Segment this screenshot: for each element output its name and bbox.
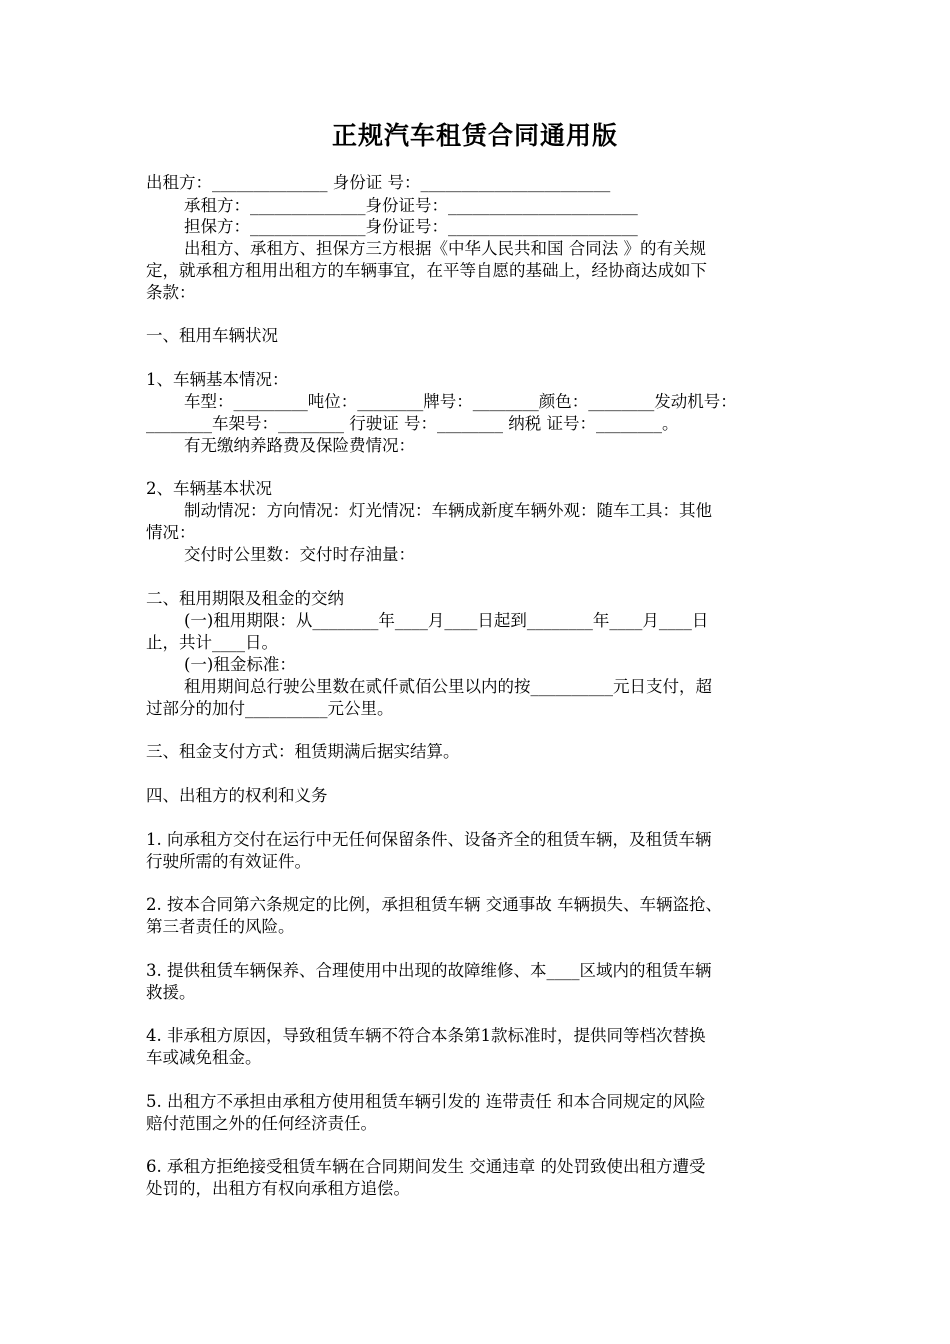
section-heading: 二、租用期限及租金的交纳: [146, 589, 344, 608]
rent-standard-line: 租用期间总行驶公里数在贰仟贰佰公里以内的按__________元日支付，超: [184, 677, 712, 696]
clause-line: 赔付范围之外的任何经济责任。: [146, 1114, 377, 1133]
clause-line: 4. 非承租方原因，导致租赁车辆不符合本条第1款标准时，提供同等档次替换: [146, 1026, 706, 1045]
clause-line: 5. 出租方不承担由承租方使用租赁车辆引发的 连带责任 和本合同规定的风险: [146, 1092, 706, 1111]
clause-line: 第三者责任的风险。: [146, 917, 295, 936]
vehicle-info-line: 有无缴纳养路费及保险费情况：: [184, 436, 415, 455]
rent-standard-line: (一)租金标准：: [184, 655, 296, 674]
clause-line: 6. 承租方拒绝接受租赁车辆在合同期间发生 交通违章 的处罚致使出租方遭受: [146, 1157, 706, 1176]
vehicle-status-line: 制动情况：方向情况：灯光情况：车辆成新度车辆外观：随车工具：其他: [184, 501, 712, 520]
vehicle-info-line: ________车架号：________ 行驶证 号：________ 纳税 证号：________。: [146, 414, 679, 433]
lease-term-line: (一)租用期限：从________年____月____日起到________年____月____日: [184, 611, 709, 630]
document-title: 正规汽车租赁合同通用版: [331, 121, 618, 150]
section-heading: 四、出租方的权利和义务: [146, 786, 328, 805]
preamble-line: 出租方、承租方、担保方三方根据《中华人民共和国 合同法 》的有关规: [184, 239, 706, 258]
clause-line: 3. 提供租赁车辆保养、合理使用中出现的故障维修、本____区域内的租赁车辆: [146, 961, 712, 980]
preamble-line: 条款：: [146, 283, 196, 302]
clause-line: 处罚的，出租方有权向承租方追偿。: [146, 1179, 410, 1198]
section-heading: 三、租金支付方式：租赁期满后据实结算。: [146, 742, 460, 761]
lessor-line: 出租方：______________ 身份证 号：_______________________: [146, 173, 611, 192]
lease-term-line: 止，共计____日。: [146, 633, 278, 652]
clause-line: 行驶所需的有效证件。: [146, 852, 311, 871]
lessee-line: 承租方：______________身份证号：_______________________: [184, 196, 638, 215]
clause-line: 1. 向承租方交付在运行中无任何保留条件、设备齐全的租赁车辆，及租赁车辆: [146, 830, 712, 849]
subsection-heading: 1、车辆基本情况：: [146, 370, 289, 389]
vehicle-info-line: 车型：_________吨位：________牌号：________颜色：________发动机号：: [184, 392, 737, 411]
vehicle-status-line: 交付时公里数：交付时存油量：: [184, 545, 415, 564]
vehicle-status-line: 情况：: [146, 523, 196, 542]
guarantor-line: 担保方：______________身份证号：_______________________: [184, 217, 638, 236]
preamble-line: 定，就承租方租用出租方的车辆事宜，在平等自愿的基础上，经协商达成如下: [146, 261, 707, 280]
rent-standard-line: 过部分的加付__________元公里。: [146, 699, 394, 718]
section-heading: 一、租用车辆状况: [146, 326, 278, 345]
clause-line: 车或减免租金。: [146, 1048, 262, 1067]
clause-line: 救援。: [146, 983, 196, 1002]
subsection-heading: 2、车辆基本状况: [146, 479, 272, 498]
clause-line: 2. 按本合同第六条规定的比例，承担租赁车辆 交通事故 车辆损失、车辆盗抢、: [146, 895, 722, 914]
